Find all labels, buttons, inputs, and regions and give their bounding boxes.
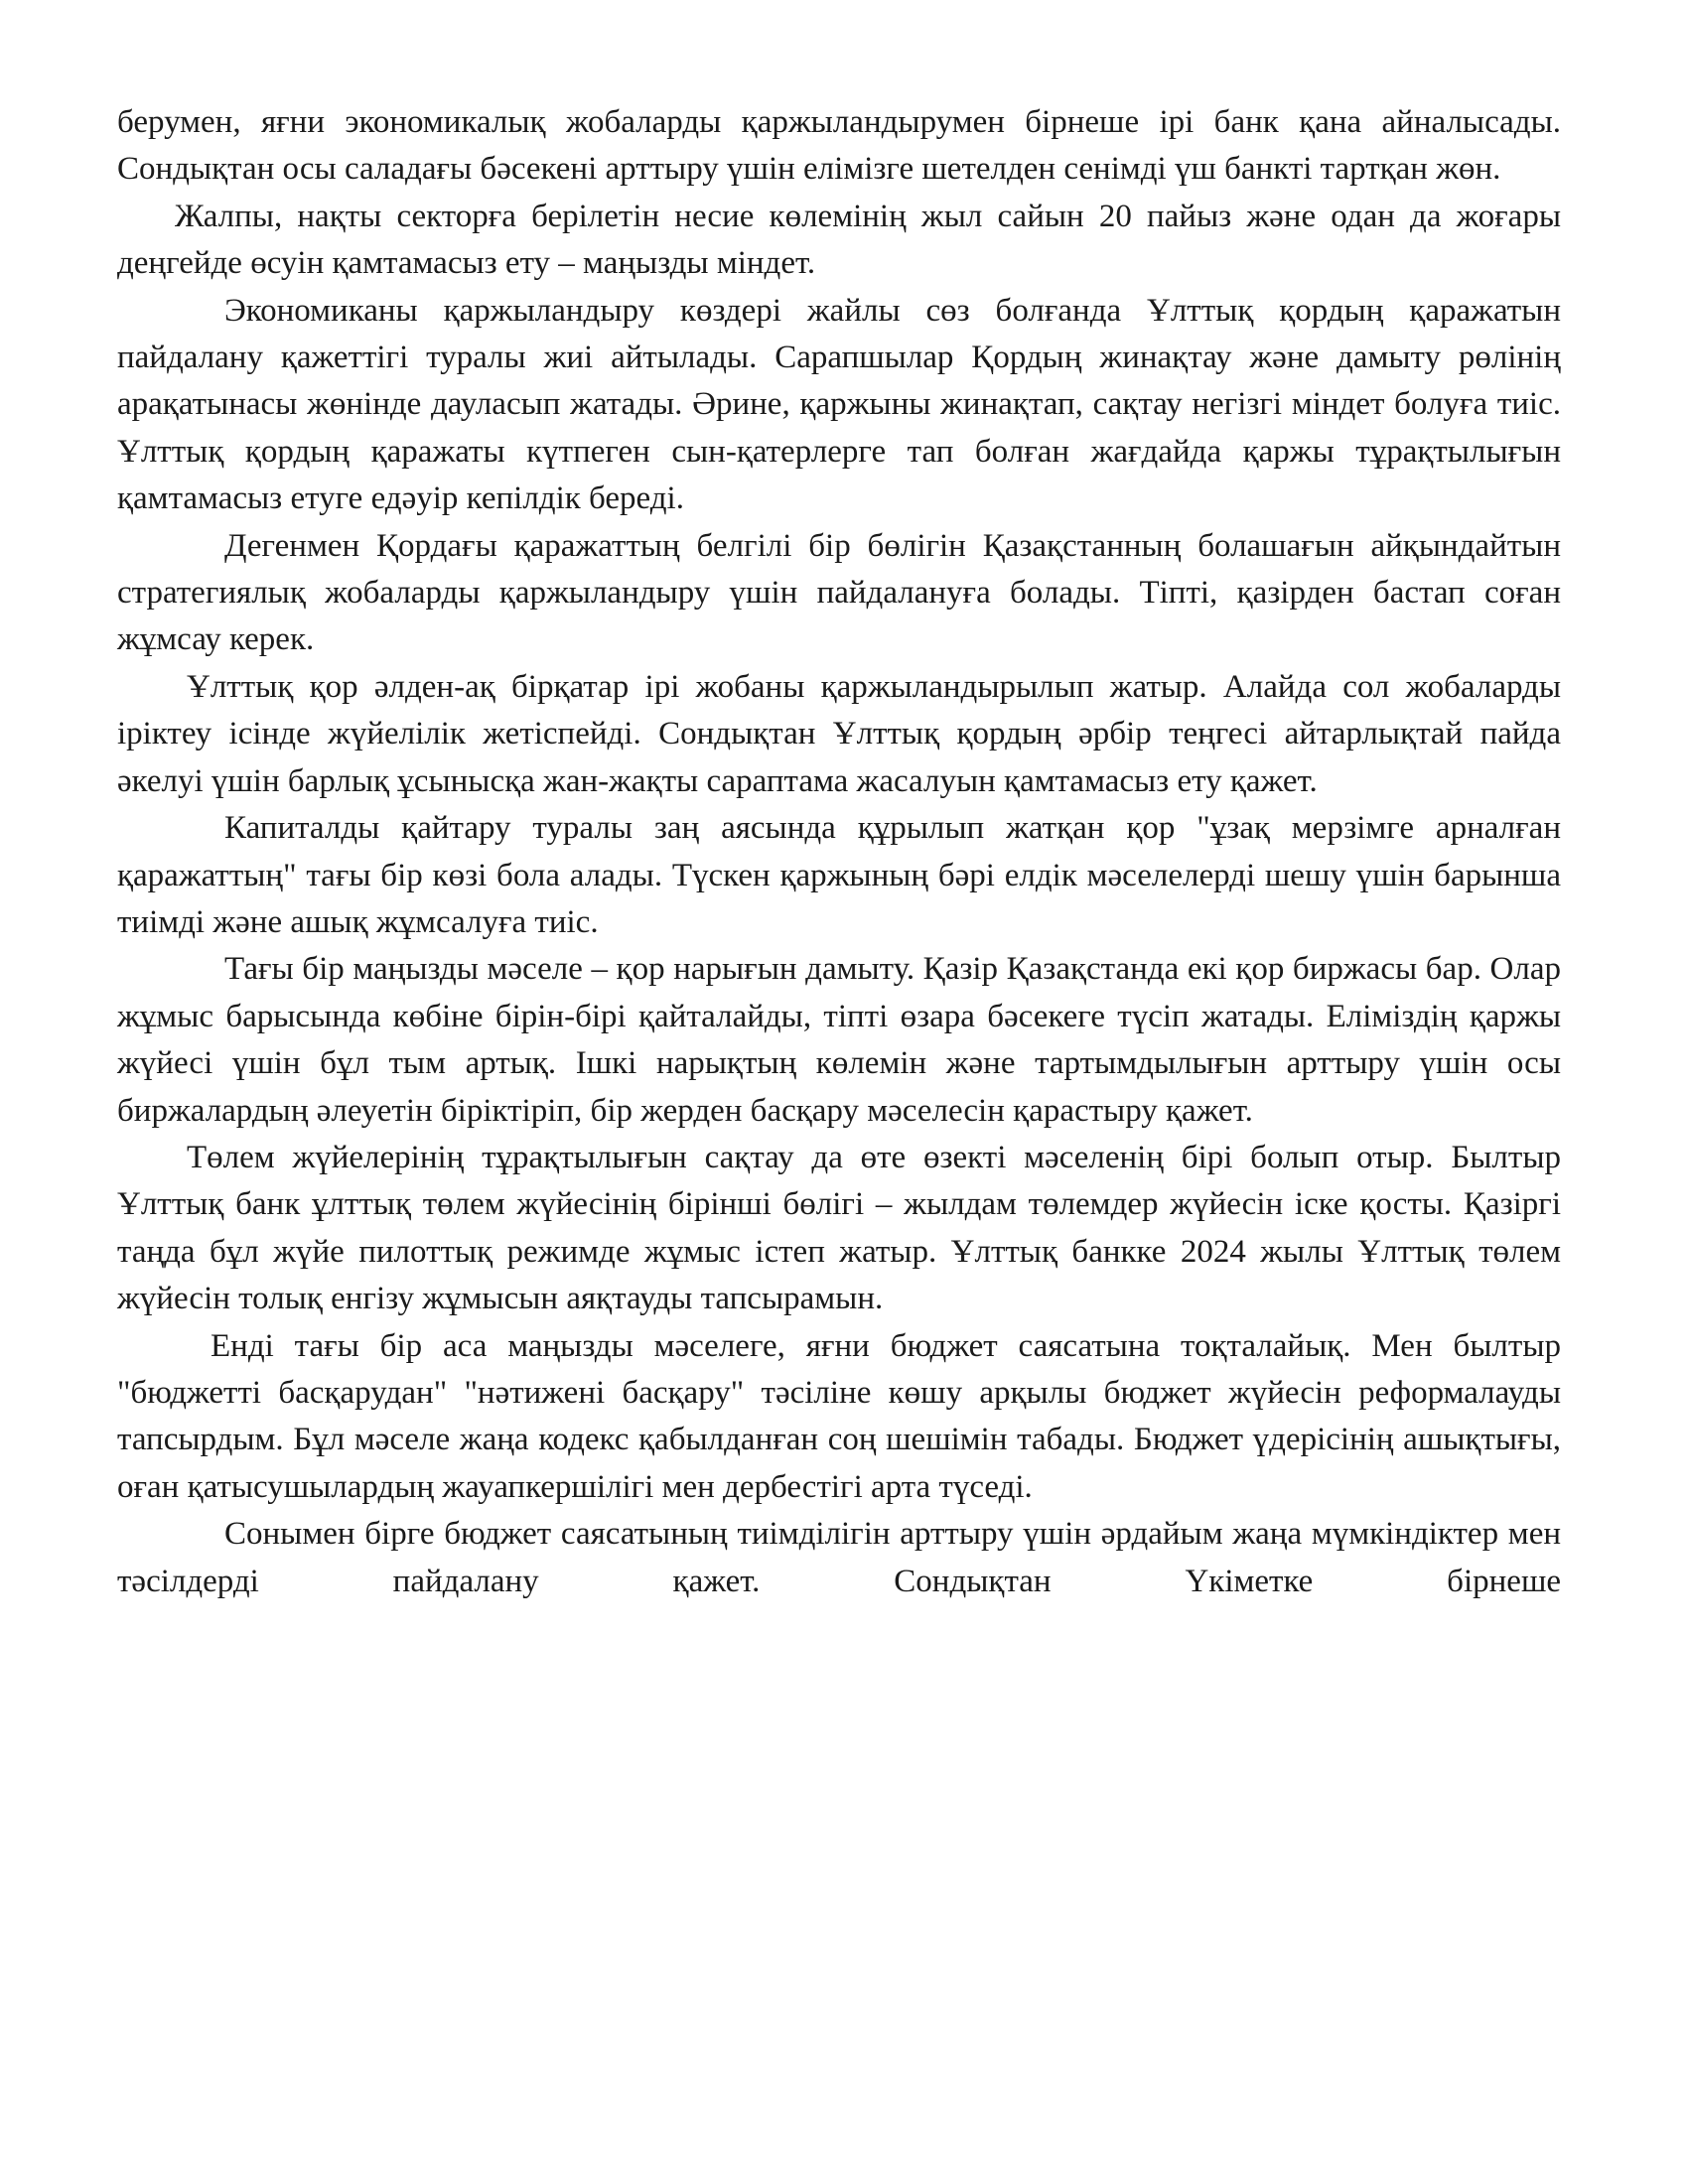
paragraph-5: Ұлттық қор әлден-ақ бірқатар ірі жобаны қаржыландырылып жатыр. Алайда сол жобаларды іріктеу ісінде жүйелілік жетіспейді. Сондықтан Ұлттық қордың әрбір теңгесі айтарлықтай пайда әкелуі үшін барлық ұсынысқа жан-жақты сараптама жасалуын қамтамасыз ету қажет. [117, 668, 1561, 799]
paragraph-9: Енді тағы бір аса маңызды мәселеге, яғни бюджет саясатына тоқталайық. Мен былтыр "бюджетті басқарудан" "нәтижені басқару" тәсіліне көшу арқылы бюджет жүйесін реформалауды тапсырдым. Бұл мәселе жаңа кодекс қабылданған соң шешімін табады. Бюджет үдерісінің ашықтығы, оған қатысушылардың жауапкершілігі мен дербестігі арта түседі. [117, 1327, 1561, 1505]
paragraph-10: Сонымен бірге бюджет саясатының тиімділігін арттыру үшін әрдайым жаңа мүмкіндіктер мен тәсілдерді пайдалану қажет. Сондықтан Үкіметке бірнеше [117, 1516, 1561, 1599]
paragraph-8: Төлем жүйелерінің тұрақтылығын сақтау да өте өзекті мәселенің бірі болып отыр. Былтыр Ұлттық банк ұлттық төлем жүйесінің бірінші бөлігі – жылдам төлемдер жүйесін іске қосты. Қазіргі таңда бұл жүйе пилоттық режимде жұмыс істеп жатыр. Ұлттық банкке 2024 жылы Ұлттық төлем жүйесін толық енгізу жұмысын аяқтауды тапсырамын. [117, 1139, 1561, 1317]
paragraph-7: Тағы бір маңызды мәселе – қор нарығын дамыту. Қазір Қазақстанда екі қор биржасы бар. Олар жұмыс барысында көбіне бірін-бірі қайталайды, тіпті өзара бәсекеге түсіп жатады. Еліміздің қаржы жүйесі үшін бұл тым артық. Ішкі нарықтың көлемін және тартымдылығын арттыру үшін осы биржалардың әлеуетін біріктіріп, бір жерден басқару мәселесін қарастыру қажет. [117, 951, 1561, 1129]
paragraph-6: Капиталды қайтару туралы заң аясында құрылып жатқан қор "ұзақ мерзімге арналған қаражаттың" тағы бір көзі бола алады. Түскен қаржының бәрі елдік мәселелерді шешу үшін барынша тиімді және ашық жұмсалуға тиіс. [117, 810, 1561, 940]
document-page [117, 99, 1561, 1605]
paragraph-2: Жалпы, нақты секторға берілетін несие көлемінің жыл сайын 20 пайыз және одан да жоғары деңгейде өсуін қамтамасыз ету – маңызды міндет. [117, 198, 1561, 282]
paragraph-1: берумен, яғни экономикалық жобаларды қаржыландырумен бірнеше ірі банк қана айналысады. Сондықтан осы саладағы бәсекені арттыру үшін елімізге шетелден сенімді үш банкті тартқан жөн. [117, 104, 1561, 188]
paragraph-4: Дегенмен Қордағы қаражаттың белгілі бір бөлігін Қазақстанның болашағын айқындайтын стратегиялық жобаларды қаржыландыру үшін пайдалануға болады. Тіпті, қазірден бастап соған жұмсау керек. [117, 527, 1561, 658]
paragraph-3: Экономиканы қаржыландыру көздері жайлы сөз болғанда Ұлттық қордың қаражатын пайдалану қажеттігі туралы жиі айтылады. Сарапшылар Қордың жинақтау және дамыту рөлінің арақатынасы жөнінде дауласып жатады. Әрине, қаржыны жинақтап, сақтау негізгі міндет болуға тиіс. Ұлттық қордың қаражаты күтпеген сын-қатерлерге тап болған жағдайда қаржы тұрақтылығын қамтамасыз етуге едәуір кепілдік береді. [117, 292, 1561, 517]
